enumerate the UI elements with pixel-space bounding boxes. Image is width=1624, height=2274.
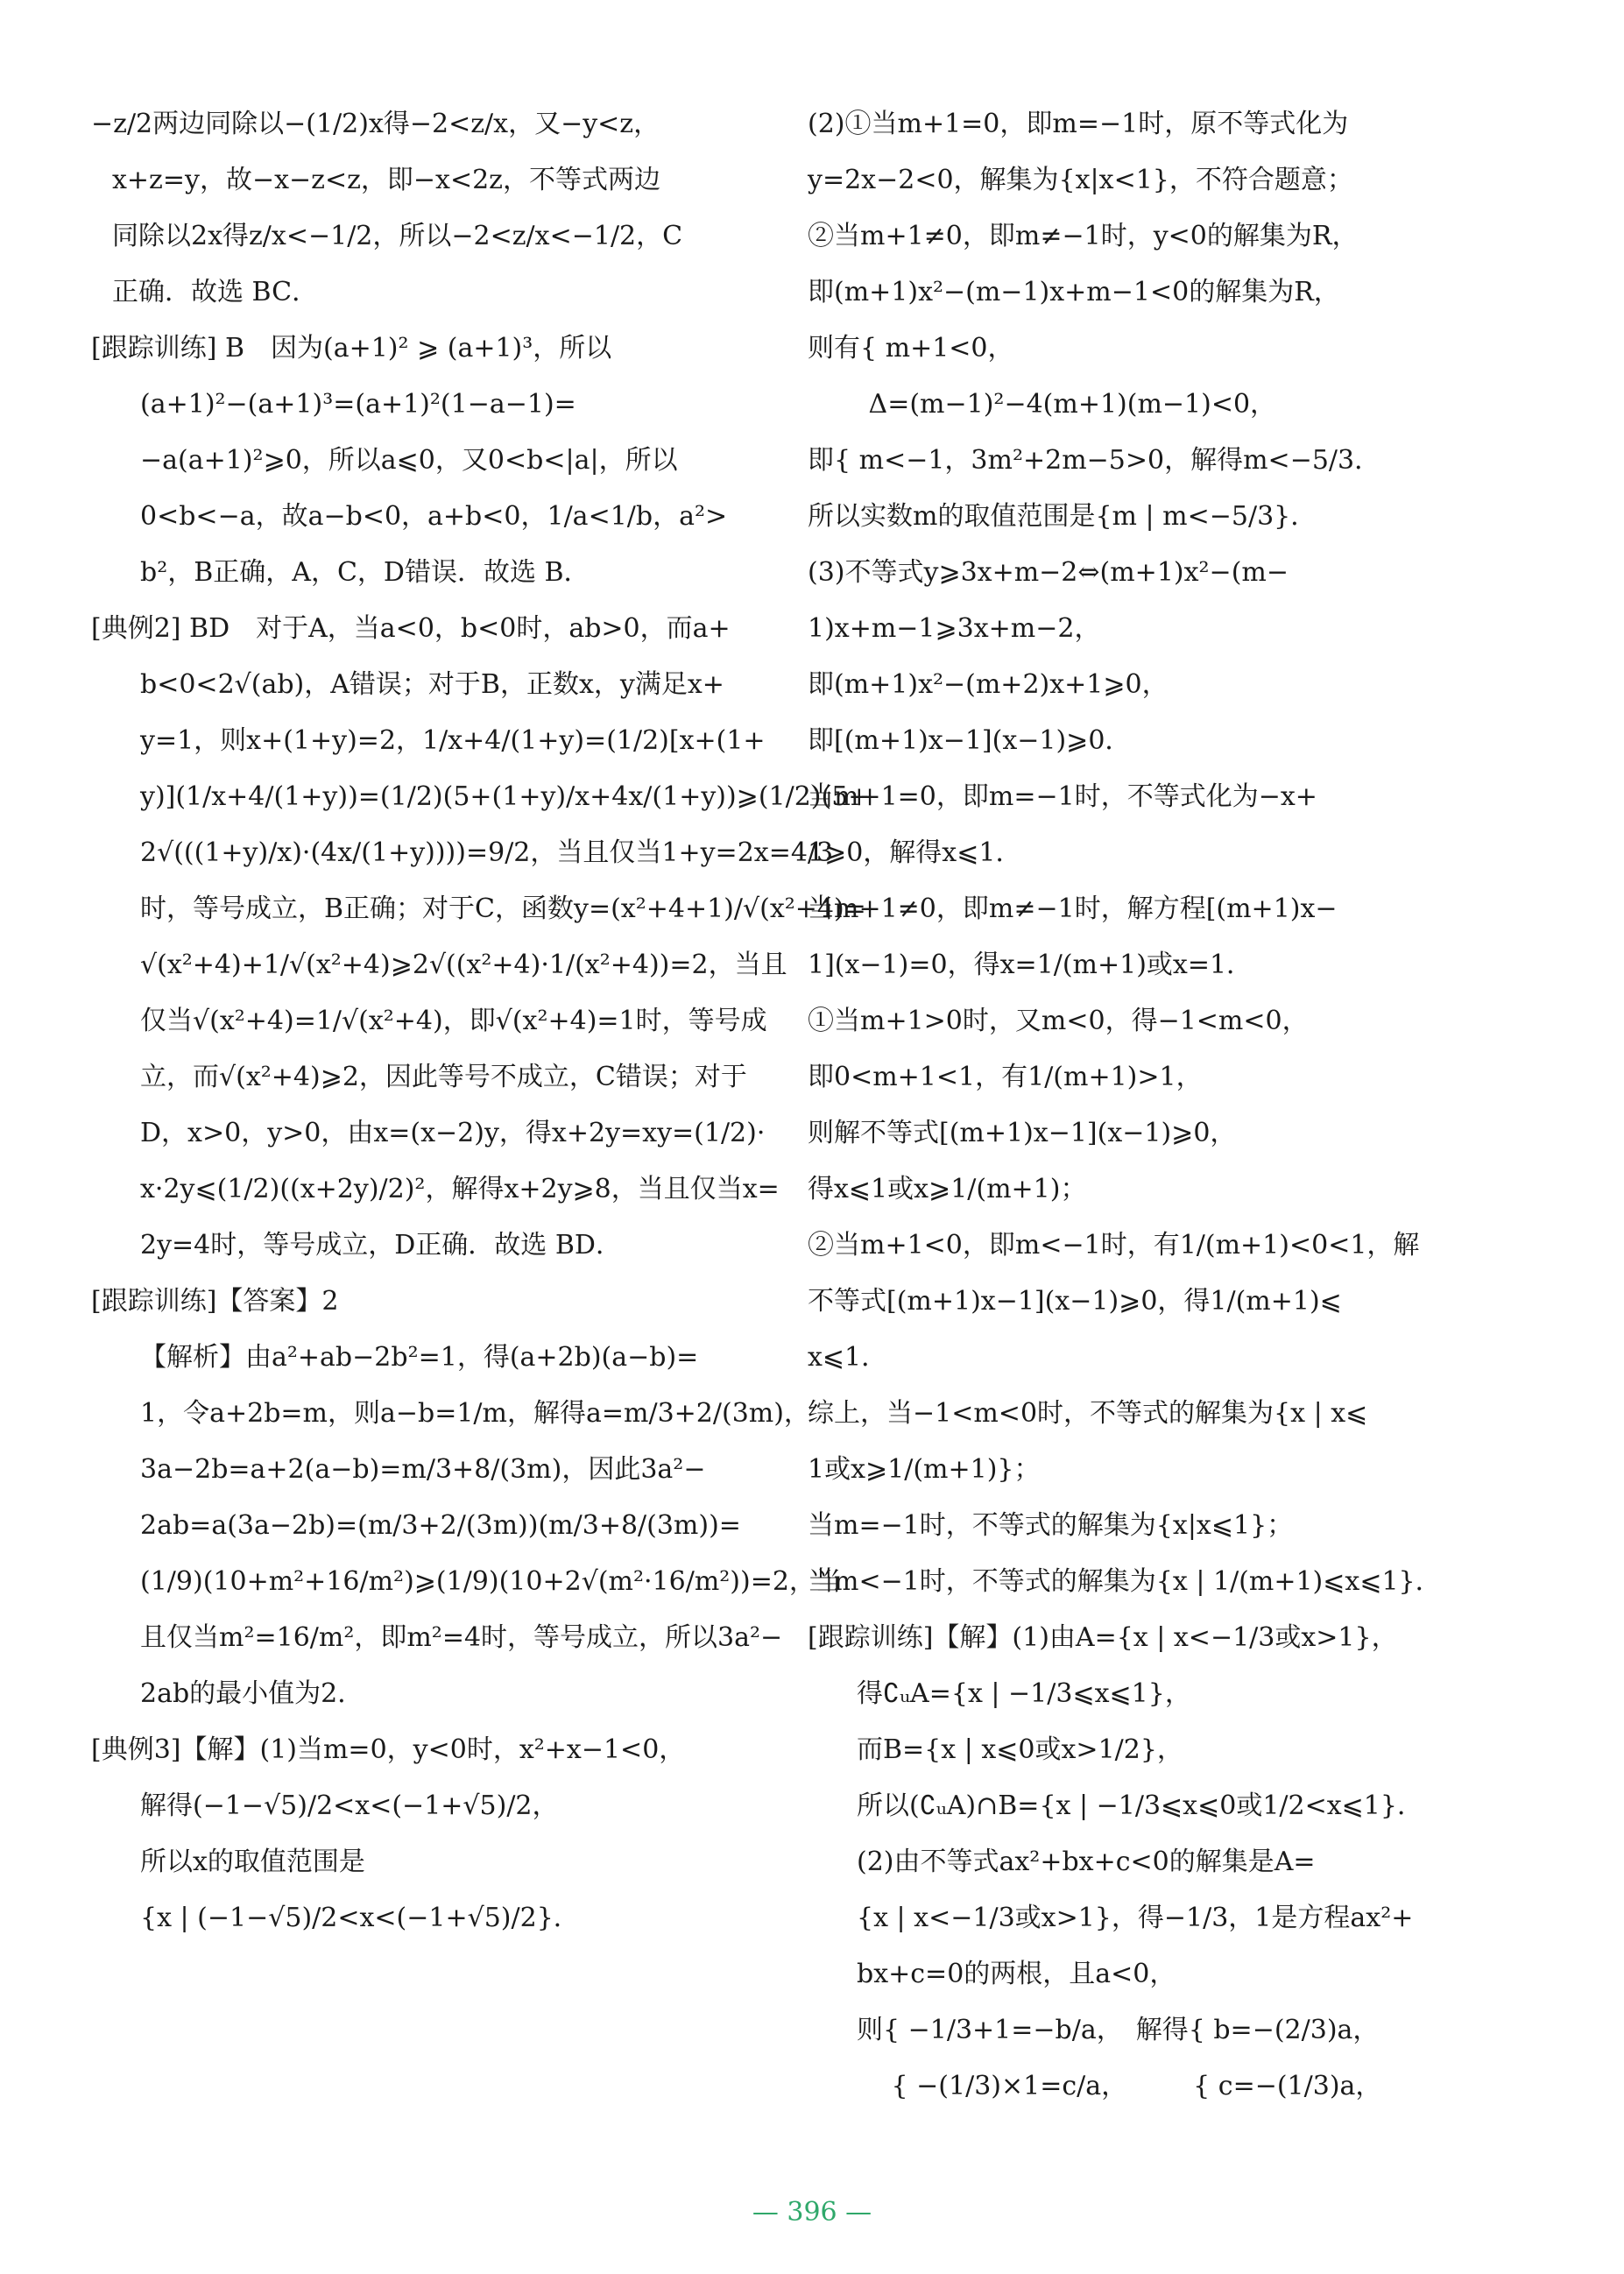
right-line: 所以实数m的取值范围是{m | m<−5/3}．: [808, 501, 1317, 532]
left-line: 时，等号成立，B正确；对于C，函数y=(x²+4+1)/√(x²+4)=: [140, 893, 866, 924]
right-line: ②当m+1<0，即m<−1时，有1/(m+1)<0<1，解: [808, 1230, 1420, 1261]
left-column: [91, 96, 871, 1946]
right-line: Δ=(m−1)²−4(m+1)(m−1)<0，: [808, 389, 1277, 420]
right-line: 当m<−1时，不等式的解集为{x | 1/(m+1)⩽x⩽1}．: [808, 1566, 1442, 1597]
right-line: 综上，当−1<m<0时，不等式的解集为{x | x⩽: [808, 1398, 1368, 1429]
right-line: 1⩾0，解得x⩽1．: [808, 837, 1022, 868]
right-line: ①当m+1>0时，又m<0，得−1<m<0，: [808, 1006, 1309, 1036]
left-line: 1，令a+2b=m，则a−b=1/m，解得a=m/3+2/(3m)，: [140, 1398, 810, 1429]
left-line: 【解析】由a²+ab−2b²=1，得(a+2b)(a−b)=: [140, 1342, 699, 1373]
left-line: x·2y⩽(1/2)((x+2y)/2)²，解得x+2y⩾8，当且仅当x=: [140, 1174, 780, 1204]
left-line: √(x²+4)+1/√(x²+4)⩾2√((x²+4)·1/(x²+4))=2，当且: [140, 950, 787, 980]
right-line: 得∁ᵤA={x | −1/3⩽x⩽1}，: [857, 1678, 1191, 1709]
left-line: 2√(((1+y)/x)·(4x/(1+y))))=9/2，当且仅当1+y=2x=4/3: [140, 837, 834, 868]
left-line: D，x>0，y>0，由x=(x−2)y，得x+2y=xy=(1/2)·: [140, 1118, 766, 1148]
left-line: 同除以2x得z/x<−1/2，所以−2<z/x<−1/2，C: [112, 221, 683, 251]
right-line: 当m=−1时，不等式的解集为{x|x⩽1}；: [808, 1510, 1294, 1541]
right-line: ②当m+1≠0，即m≠−1时，y<0的解集为R，: [808, 221, 1359, 251]
right-line: bx+c=0的两根，且a<0，: [857, 1959, 1176, 1989]
left-line: {x | (−1−√5)/2<x<(−1+√5)/2}．: [140, 1903, 580, 1933]
right-line: 即[(m+1)x−1](x−1)⩾0．: [808, 725, 1132, 756]
left-line: b²，B正确，A，C，D错误．故选 B．: [140, 557, 590, 588]
left-line: (a+1)²−(a+1)³=(a+1)²(1−a−1)=: [140, 389, 576, 420]
right-line: [跟踪训练]【解】(1)由A={x | x<−1/3或x>1}，: [808, 1622, 1398, 1653]
right-line: 则{ −1/3+1=−b/a， 解得{ b=−(2/3)a，: [857, 2015, 1380, 2045]
right-line: 所以(∁ᵤA)∩B={x | −1/3⩽x⩽0或1/2<x⩽1}．: [857, 1790, 1423, 1821]
left-line: [跟踪训练]【答案】2: [91, 1286, 339, 1317]
left-line: (1/9)(10+m²+16/m²)⩾(1/9)(10+2√(m²·16/m²))=2，当: [140, 1566, 842, 1597]
right-line: 而B={x | x⩽0或x>1/2}，: [857, 1734, 1183, 1765]
page-number: — 396 —: [752, 2197, 872, 2228]
right-line: 1或x⩾1/(m+1)}；: [808, 1454, 1041, 1485]
left-line: 2y=4时，等号成立，D正确．故选 BD．: [140, 1230, 622, 1261]
right-line: 即(m+1)x²−(m+2)x+1⩾0，: [808, 669, 1169, 700]
left-line: [典例3]【解】(1)当m=0，y<0时，x²+x−1<0，: [91, 1734, 686, 1765]
left-line: −z/2两边同除以−(1/2)x得−2<z/x，又−y<z，: [91, 109, 660, 139]
right-line: 当m+1=0，即m=−1时，不等式化为−x+: [808, 781, 1317, 812]
left-line: [跟踪训练] B 因为(a+1)² ⩾ (a+1)³，所以: [91, 333, 612, 364]
right-line: x⩽1．: [808, 1342, 888, 1373]
right-line: (2)由不等式ax²+bx+c<0的解集是A=: [857, 1847, 1316, 1877]
left-line: 立，而√(x²+4)⩾2，因此等号不成立，C错误；对于: [140, 1062, 747, 1092]
left-line: 正确．故选 BC．: [112, 277, 319, 307]
right-line: 当m+1≠0，即m≠−1时，解方程[(m+1)x−: [808, 893, 1338, 924]
right-line: 则有{ m+1<0，: [808, 333, 1014, 364]
left-line: 2ab=a(3a−2b)=(m/3+2/(3m))(m/3+8/(3m))=: [140, 1510, 741, 1541]
left-line: 2ab的最小值为2．: [140, 1678, 364, 1709]
right-column: [808, 96, 1508, 2115]
right-line: y=2x−2<0，解集为{x|x<1}，不符合题意；: [808, 165, 1353, 195]
right-line: {x | x<−1/3或x>1}，得−1/3，1是方程ax²+: [857, 1903, 1414, 1933]
left-line: 且仅当m²=16/m²，即m²=4时，等号成立，所以3a²−: [140, 1622, 783, 1653]
left-line: 所以x的取值范围是: [140, 1847, 365, 1877]
left-line: 0<b<−a，故a−b<0，a+b<0，1/a<1/b，a²>: [140, 501, 728, 532]
right-line: 即(m+1)x²−(m−1)x+m−1<0的解集为R，: [808, 277, 1340, 307]
left-line: y=1，则x+(1+y)=2，1/x+4/(1+y)=(1/2)[x+(1+: [140, 725, 766, 756]
left-line: y)](1/x+4/(1+y))=(1/2)(5+(1+y)/x+4x/(1+y))⩾(1/2)(5+: [140, 781, 871, 812]
right-line: 得x⩽1或x⩾1/(m+1)；: [808, 1174, 1087, 1204]
right-line: (2)①当m+1=0，即m=−1时，原不等式化为: [808, 109, 1349, 139]
left-line: 仅当√(x²+4)=1/√(x²+4)，即√(x²+4)=1时，等号成: [140, 1006, 767, 1036]
left-line: b<0<2√(ab)，A错误；对于B，正数x，y满足x+: [140, 669, 724, 700]
right-line: 即{ m<−1，3m²+2m−5>0，解得m<−5/3．: [808, 445, 1381, 476]
left-line: x+z=y，故−x−z<z，即−x<2z，不等式两边: [112, 165, 660, 195]
left-line: 解得(−1−√5)/2<x<(−1+√5)/2，: [140, 1790, 559, 1821]
right-line: 1)x+m−1⩾3x+m−2，: [808, 613, 1101, 644]
right-line: 不等式[(m+1)x−1](x−1)⩾0，得1/(m+1)⩽: [808, 1286, 1342, 1317]
left-line: −a(a+1)²⩾0，所以a⩽0，又0<b<|a|，所以: [140, 445, 678, 476]
left-line: [典例2] BD 对于A，当a<0，b<0时，ab>0，而a+: [91, 613, 731, 644]
right-line: 即0<m+1<1，有1/(m+1)>1，: [808, 1062, 1203, 1092]
left-line: 3a−2b=a+2(a−b)=m/3+8/(3m)，因此3a²−: [140, 1454, 706, 1485]
right-line: 则解不等式[(m+1)x−1](x−1)⩾0，: [808, 1118, 1237, 1148]
right-line: { −(1/3)×1=c/a， { c=−(1/3)a，: [857, 2071, 1382, 2101]
right-line: (3)不等式y⩾3x+m−2⇔(m+1)x²−(m−: [808, 557, 1289, 588]
right-line: 1](x−1)=0，得x=1/(m+1)或x=1．: [808, 950, 1253, 980]
